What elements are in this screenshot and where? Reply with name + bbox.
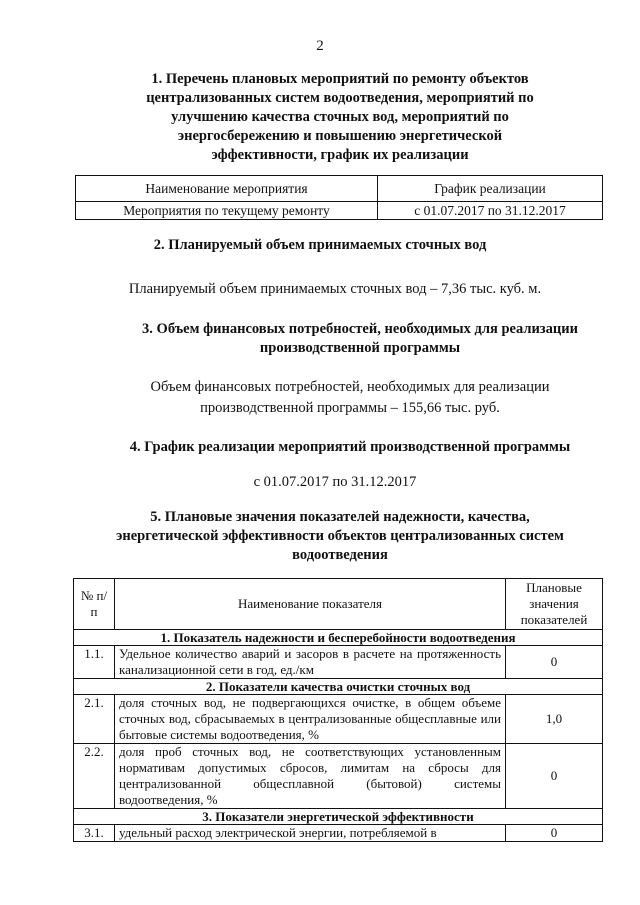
row-name: доля сточных вод, не подвергающихся очистке, в общем объеме сточных вод, сбрасываемых в централизованные общесплавные или бытовые системы водоотведения, %: [115, 695, 506, 744]
indicators-header-num: № п/п: [74, 579, 115, 630]
measure-schedule-cell: с 01.07.2017 по 31.12.2017: [378, 202, 603, 220]
row-value: 0: [506, 744, 603, 809]
measure-name-cell: Мероприятия по текущему ремонту: [76, 202, 378, 220]
table-row: [76, 202, 603, 220]
table-row: [74, 695, 603, 744]
section5-title: 5. Плановые значения показателей надежности, качества, энергетической эффективности объектов централизованных систем водоотведения: [116, 509, 564, 563]
section3-text: Объем финансовых потребностей, необходимых для реализации производственной программы – 155,66 тыс. руб.: [150, 379, 550, 416]
section4-title: 4. График реализации мероприятий производственной программы: [129, 439, 571, 455]
row-value: 0: [506, 646, 603, 679]
section2-text: Планируемый объем принимаемых сточных вод – 7,36 тыс. куб. м.: [128, 281, 542, 297]
table-row: [74, 646, 603, 679]
section2-title: 2. Планируемый объем принимаемых сточных вод: [153, 237, 487, 253]
row-name: доля проб сточных вод, не соответствующих установленным нормативам допустимых сбросов, лимитам на сбросы для централизованной общесплавной (бытовой) системы водоотведения, %: [115, 744, 506, 809]
group-reliability: 1. Показатель надежности и бесперебойности водоотведения: [74, 630, 603, 646]
table-row: [74, 825, 603, 842]
row-name: Удельное количество аварий и засоров в расчете на протяженность канализационной сети в год, ед./км: [115, 646, 506, 679]
section4-text: с 01.07.2017 по 31.12.2017: [253, 474, 417, 490]
row-value: 0: [506, 825, 603, 842]
section3-title: 3. Объем финансовых потребностей, необходимых для реализации производственной программы: [142, 321, 578, 356]
group-row: [74, 630, 603, 646]
group-energy: 3. Показатели энергетической эффективности: [74, 809, 603, 825]
row-name: удельный расход электрической энергии, потребляемой в: [115, 825, 506, 842]
row-num: 2.2.: [74, 744, 115, 809]
page-number: 2: [316, 38, 324, 54]
table-row: [74, 744, 603, 809]
indicators-table: [73, 578, 603, 842]
measures-header-name: Наименование мероприятия: [76, 176, 378, 202]
measures-table: [75, 175, 603, 220]
group-quality: 2. Показатели качества очистки сточных вод: [74, 679, 603, 695]
indicators-header-value: Плановые значения показателей: [506, 579, 603, 630]
group-row: [74, 679, 603, 695]
row-num: 2.1.: [74, 695, 115, 744]
row-value: 1,0: [506, 695, 603, 744]
indicators-header-name: Наименование показателя: [115, 579, 506, 630]
row-num: 1.1.: [74, 646, 115, 679]
group-row: [74, 809, 603, 825]
section1-title: 1. Перечень плановых мероприятий по ремонту объектов централизованных систем водоотведения, мероприятий по улучшению качества сточных вод, мероприятий по энергосбережению и повышению энергетической эффективности, график их реализации: [146, 71, 534, 163]
measures-header-schedule: График реализации: [378, 176, 603, 202]
row-num: 3.1.: [74, 825, 115, 842]
